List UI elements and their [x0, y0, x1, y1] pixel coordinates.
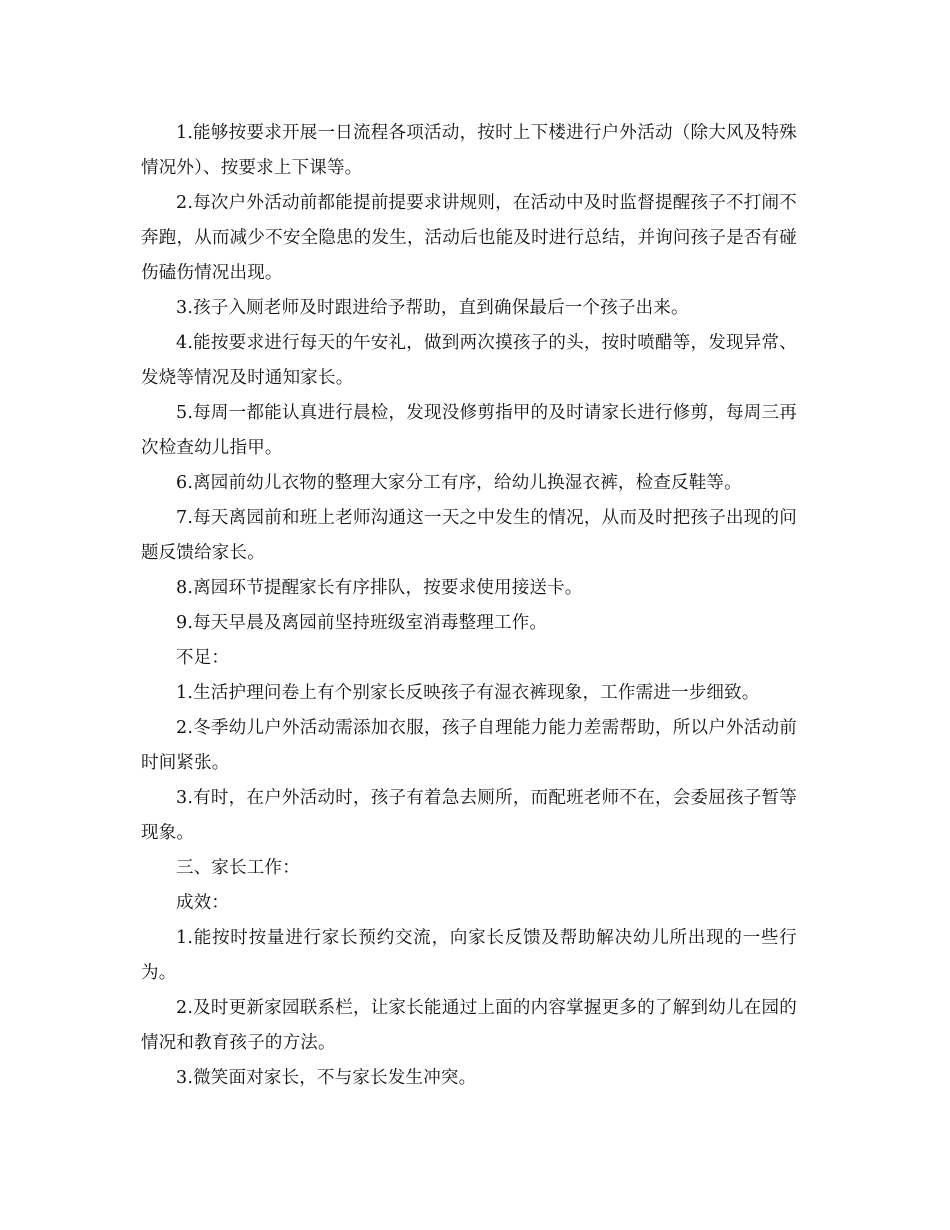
paragraph-safety-2: 2.每次户外活动前都能提前提要求讲规则，在活动中及时监督提醒孩子不打闹不奔跑，从而减少不安全隐患的发生，活动后也能及时进行总结，并询问孩子是否有碰伤磕伤情况出现。	[141, 193, 797, 283]
document-body	[141, 116, 797, 1096]
section-heading-parent-work: 三、家长工作：	[176, 858, 300, 878]
paragraph-safety-5: 5.每周一都能认真进行晨检，发现没修剪指甲的及时请家长进行修剪，每周三再次检查幼儿指甲。	[141, 403, 797, 458]
paragraph-safety-4: 4.能按要求进行每天的午安礼，做到两次摸孩子的头，按时喷醋等，发现异常、发烧等情况及时通知家长。	[141, 333, 797, 388]
paragraph-safety-9: 9.每天早晨及离园前坚持班级室消毒整理工作。	[176, 613, 548, 633]
heading-results: 成效：	[176, 893, 230, 913]
paragraph-safety-1: 1.能够按要求开展一日流程各项活动，按时上下楼进行户外活动（除大风及特殊情况外）、按要求上下课等。	[141, 123, 797, 178]
paragraph-parent-2: 2.及时更新家园联系栏，让家长能通过上面的内容掌握更多的了解到幼儿在园的情况和教育孩子的方法。	[141, 998, 797, 1053]
paragraph-safety-6: 6.离园前幼儿衣物的整理大家分工有序，给幼儿换湿衣裤，检查反鞋等。	[176, 473, 742, 493]
paragraph-shortcoming-2: 2.冬季幼儿户外活动需添加衣服，孩子自理能力能力差需帮助，所以户外活动前时间紧张。	[141, 718, 797, 773]
paragraph-parent-3: 3.微笑面对家长，不与家长发生冲突。	[176, 1068, 477, 1088]
paragraph-shortcoming-1: 1.生活护理问卷上有个别家长反映孩子有湿衣裤现象，工作需进一步细致。	[176, 683, 760, 703]
paragraph-parent-1: 1.能按时按量进行家长预约交流，向家长反馈及帮助解决幼儿所出现的一些行为。	[141, 928, 797, 983]
heading-shortcomings: 不足：	[176, 648, 230, 668]
paragraph-safety-7: 7.每天离园前和班上老师沟通这一天之中发生的情况，从而及时把孩子出现的问题反馈给家长。	[141, 508, 797, 563]
paragraph-shortcoming-3: 3.有时，在户外活动时，孩子有着急去厕所，而配班老师不在，会委屈孩子暂等现象。	[141, 788, 797, 843]
paragraph-safety-8: 8.离园环节提醒家长有序排队，按要求使用接送卡。	[176, 578, 583, 598]
paragraph-safety-3: 3.孩子入厕老师及时跟进给予帮助，直到确保最后一个孩子出来。	[176, 298, 689, 318]
